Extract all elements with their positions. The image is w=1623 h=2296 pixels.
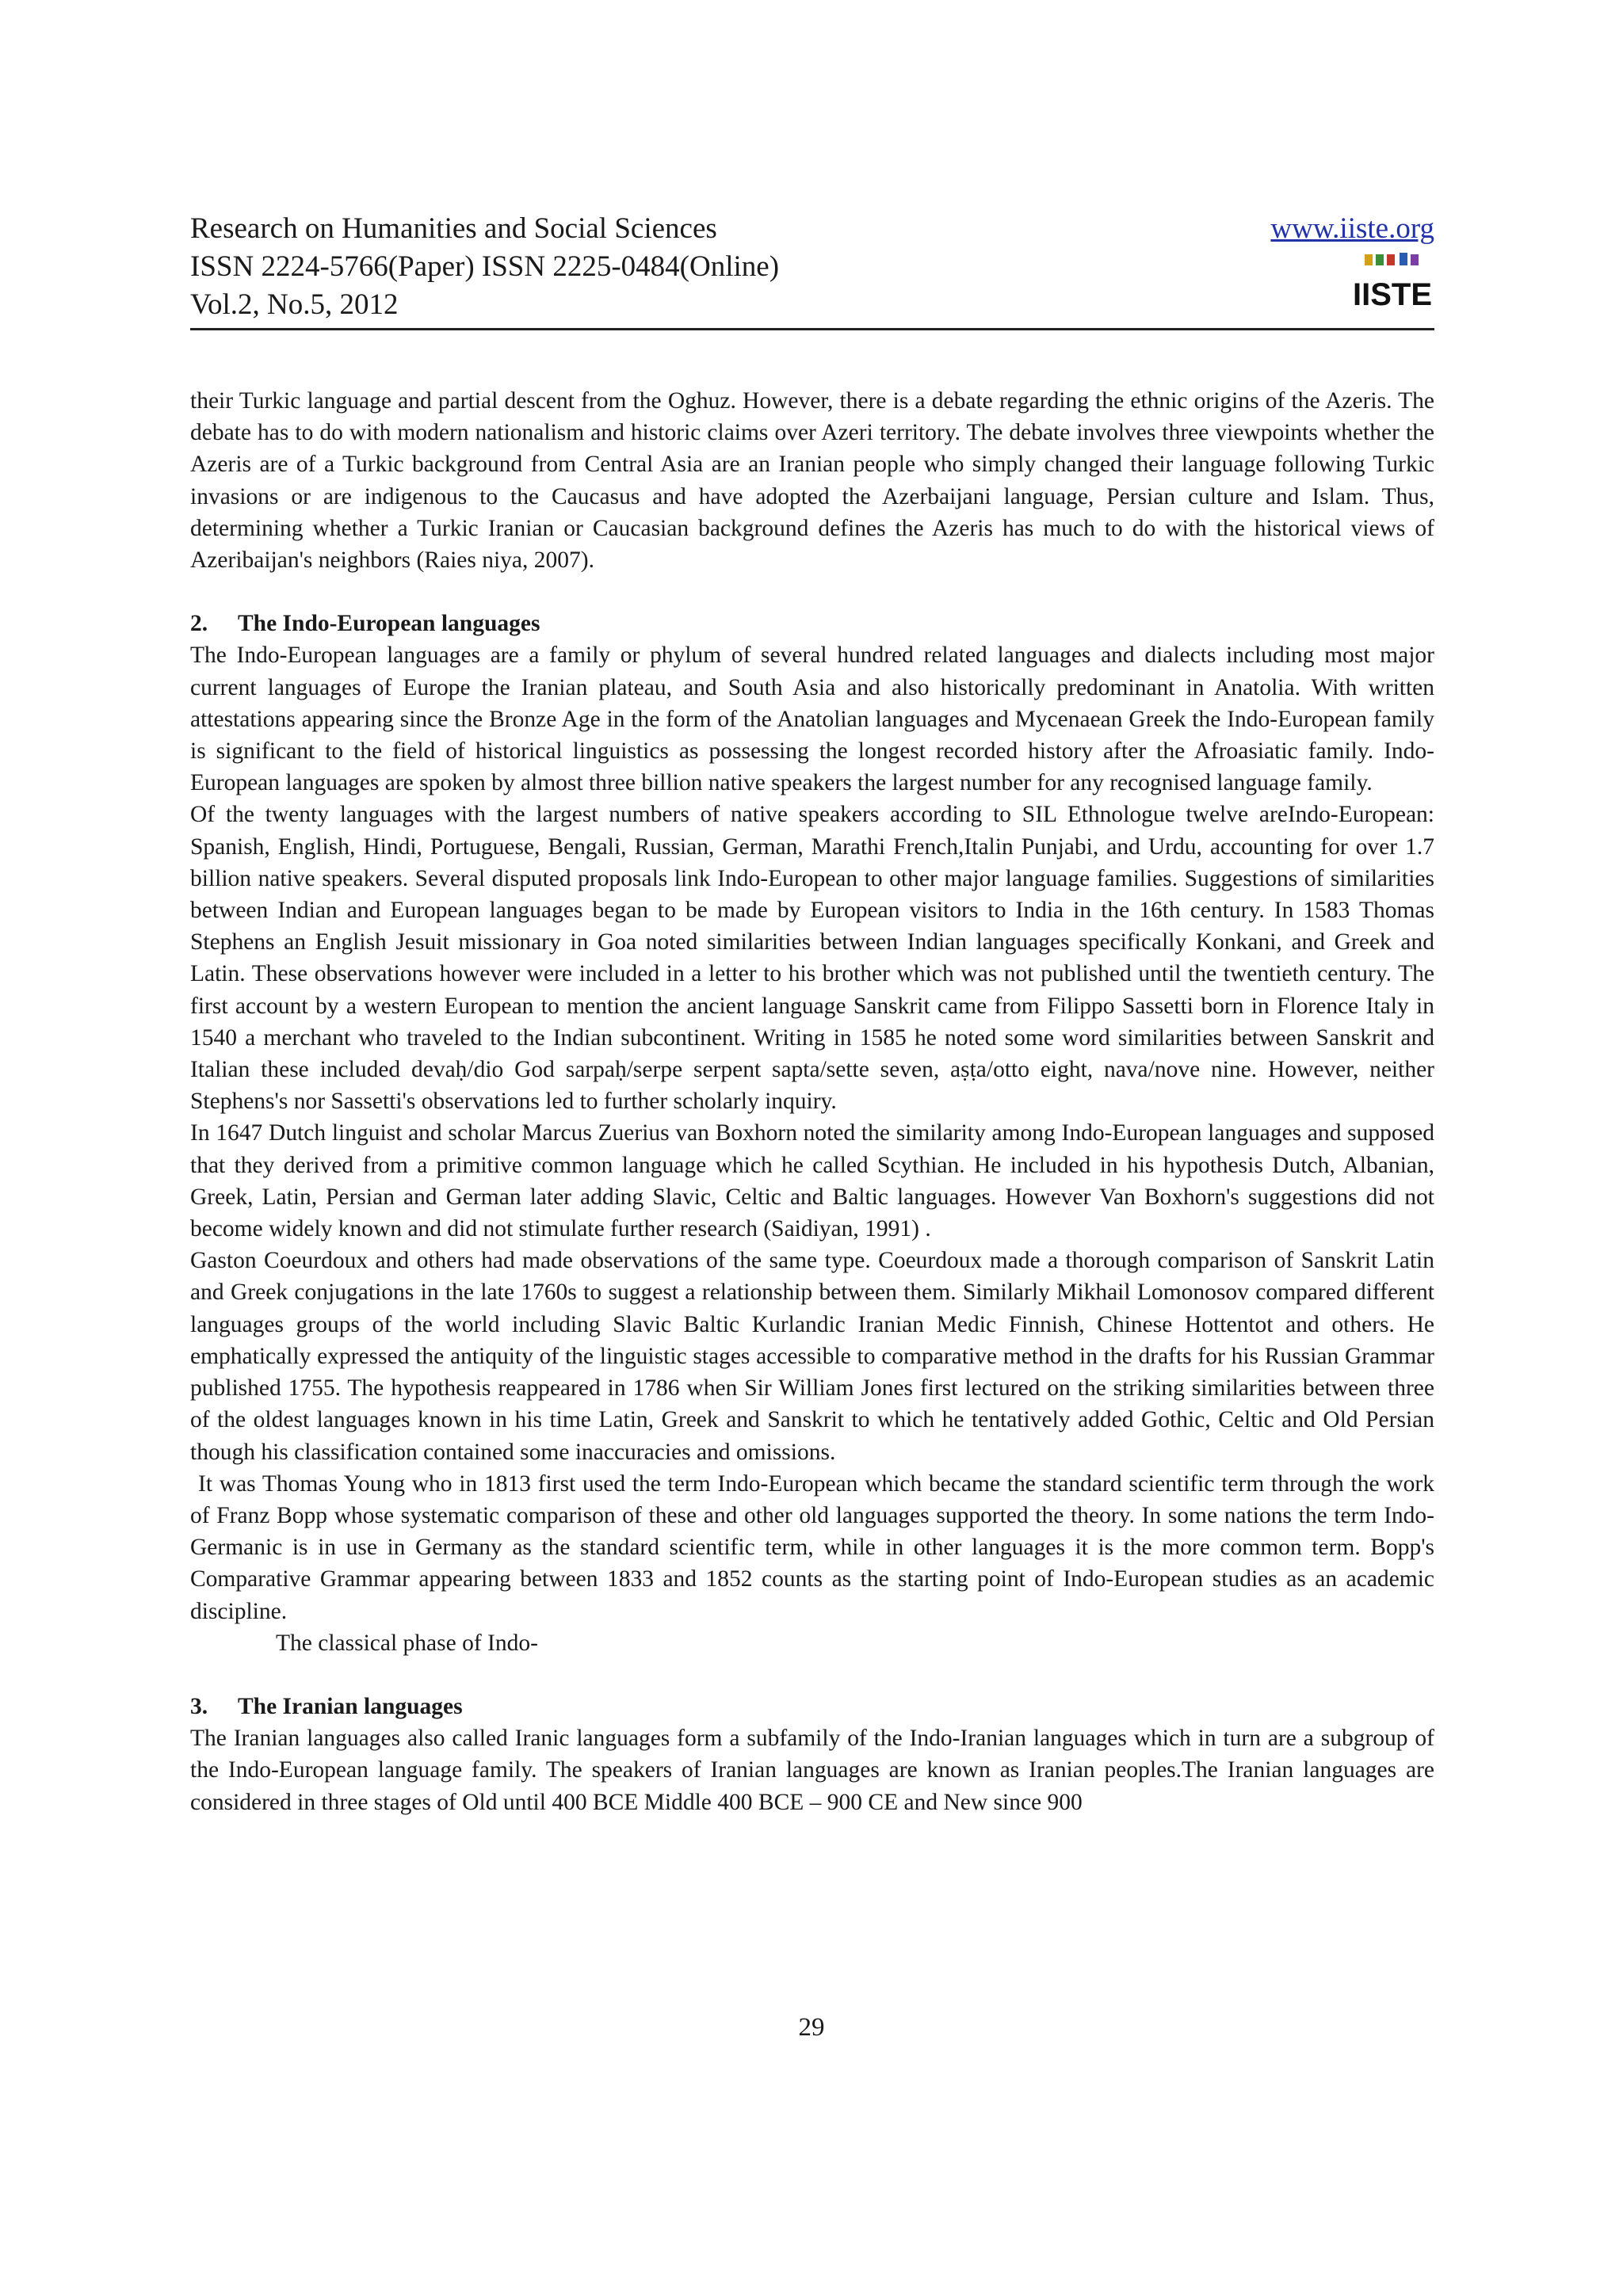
section-2-paragraph: In 1647 Dutch linguist and scholar Marcus Zuerius van Boxhorn noted the similarity among Indo-European languages and supposed that they derived from a primitive common language which he called Scythian. He included in his hypothesis Dutch, Albanian, Greek, Latin, Persian and German later adding Slavic, Celtic and Baltic languages. However Van Boxhorn's suggestions did not become widely known and did not stimulate further research (Saidiyan, 1991) . <box>190 1120 1434 1242</box>
website-link[interactable]: www.iiste.org <box>1270 212 1434 245</box>
section-3-heading <box>190 1691 1434 1722</box>
section-2-paragraph: Of the twenty languages with the largest numbers of native speakers according to SIL Ethnologue twelve areIndo-European: Spanish, English, Hindi, Portuguese, Bengali, Russian, German, Marathi French,Italin Punjabi, and Urdu, accounting for over 1.7 billion native speakers. Several disputed proposals link Indo-European to other major language families. Suggestions of similarities between Indian and European languages began to be made by European visitors to India in the 16th century. In 1583 Thomas Stephens an English Jesuit missionary in Goa noted similarities between Indian languages specifically Konkani, and Greek and Latin. These observations however were included in a letter to his brother which was not published until the twentieth century. The first account by a western European to mention the ancient language Sanskrit came from Filippo Sassetti born in Florence Italy in 1540 a merchant who traveled to the Indian subcontinent. Writing in 1585 he noted some word similarities between Sanskrit and Italian these included devaḥ/dio God sarpaḥ/serpe serpent sapta/sette seven, aṣṭa/otto eight, nava/nove nine. However, neither Stephens's nor Sassetti's observations led to further scholarly inquiry. <box>190 802 1434 1115</box>
header-rule <box>190 328 1434 330</box>
svg-text:IISTE: IISTE <box>1352 277 1433 312</box>
section-2-paragraph: The classical phase of Indo- <box>276 1630 538 1656</box>
journal-title: Research on Humanities and Social Sciences <box>190 212 717 245</box>
journal-volume: Vol.2, No.5, 2012 <box>190 288 399 321</box>
section-3-number: 3. <box>190 1693 208 1719</box>
page-number: 29 <box>798 2013 825 2042</box>
journal-header <box>190 210 1434 324</box>
section-2-paragraph: It was Thomas Young who in 1813 first used the term Indo-European which became the standard scientific term through the work of Franz Bopp whose systematic comparison of these and other old languages supported the theory. In some nations the term Indo-Germanic is in use in Germany as the standard scientific term, while in other languages it is the more common term. Bopp's Comparative Grammar appearing between 1833 and 1852 counts as the starting point of Indo-European studies as an academic <box>190 1470 1434 1592</box>
section-2-paragraph: The Indo-European languages are a family or phylum of several hundred related languages and dialects including most major current languages of Europe the Iranian plateau, and South Asia and also historically predominant in Anatolia. With written attestations appearing since the Bronze Age in the form of the Anatolian languages and Mycenaean Greek the Indo-European family is significant to the field of historical linguistics as possessing the longest recorded history after the Afroasiatic family. Indo-European languages are spoken by almost three billion native speakers the largest number for any recognised language family. <box>190 643 1434 796</box>
section-3-paragraph: The Iranian languages also called Iranic languages form a subfamily of the Indo-Iranian languages which in turn are a subgroup of the Indo-European language family. The speakers of Iranian languages are known as Iranian peoples.The Iranian languages are considered in three stages of Old until 400 BCE Middle 400 BCE – 900 CE and New since 900 <box>190 1726 1434 1815</box>
iiste-logo <box>1352 251 1433 315</box>
section-2-paragraph: discipline. <box>190 1598 288 1624</box>
section-3-title: The Iranian languages <box>238 1693 463 1719</box>
article-body <box>190 385 1434 1818</box>
section-2-number: 2. <box>190 611 208 637</box>
intro-paragraph: their Turkic language and partial descent from the Oghuz. However, there is a debate regarding the ethnic origins of the Azeris. The debate has to do with modern nationalism and historic claims over Azeri territory. The debate involves three viewpoints whether the Azeris are of a Turkic background from Central Asia are an Iranian people who simply changed their language following Turkic invasions or are indigenous to the Caucasus and have adopted the Azerbaijani language, Persian culture and Islam. Thus, determining whether a Turkic Iranian or Caucasian background defines the Azeris has much to do with the historical views of Azeribaijan's neighbors (Raies niya, 2007). <box>190 388 1434 574</box>
section-2-paragraph: Gaston Coeurdoux and others had made observations of the same type. Coeurdoux made a thorough comparison of Sanskrit Latin and Greek conjugations in the late 1760s to suggest a relationship between them. Similarly Mikhail Lomonosov compared different languages groups of the world including Slavic Baltic Kurlandic Iranian Medic Finnish, Chinese Hottentot and others. He emphatically expressed the antiquity of the linguistic stages accessible to comparative method in the drafts for his Russian Grammar published 1755. The hypothesis reappeared in 1786 when Sir William Jones first lectured on the striking similarities between three of the oldest languages known in his time Latin, Greek and Sanskrit to which he tentatively added Gothic, Celtic and Old Persian though his classification contained some inaccuracies and omissions. <box>190 1248 1434 1465</box>
journal-issn: ISSN 2224-5766(Paper) ISSN 2225-0484(Online) <box>190 250 780 283</box>
section-2-heading <box>190 608 1434 639</box>
section-2-title: The Indo-European languages <box>238 611 540 637</box>
